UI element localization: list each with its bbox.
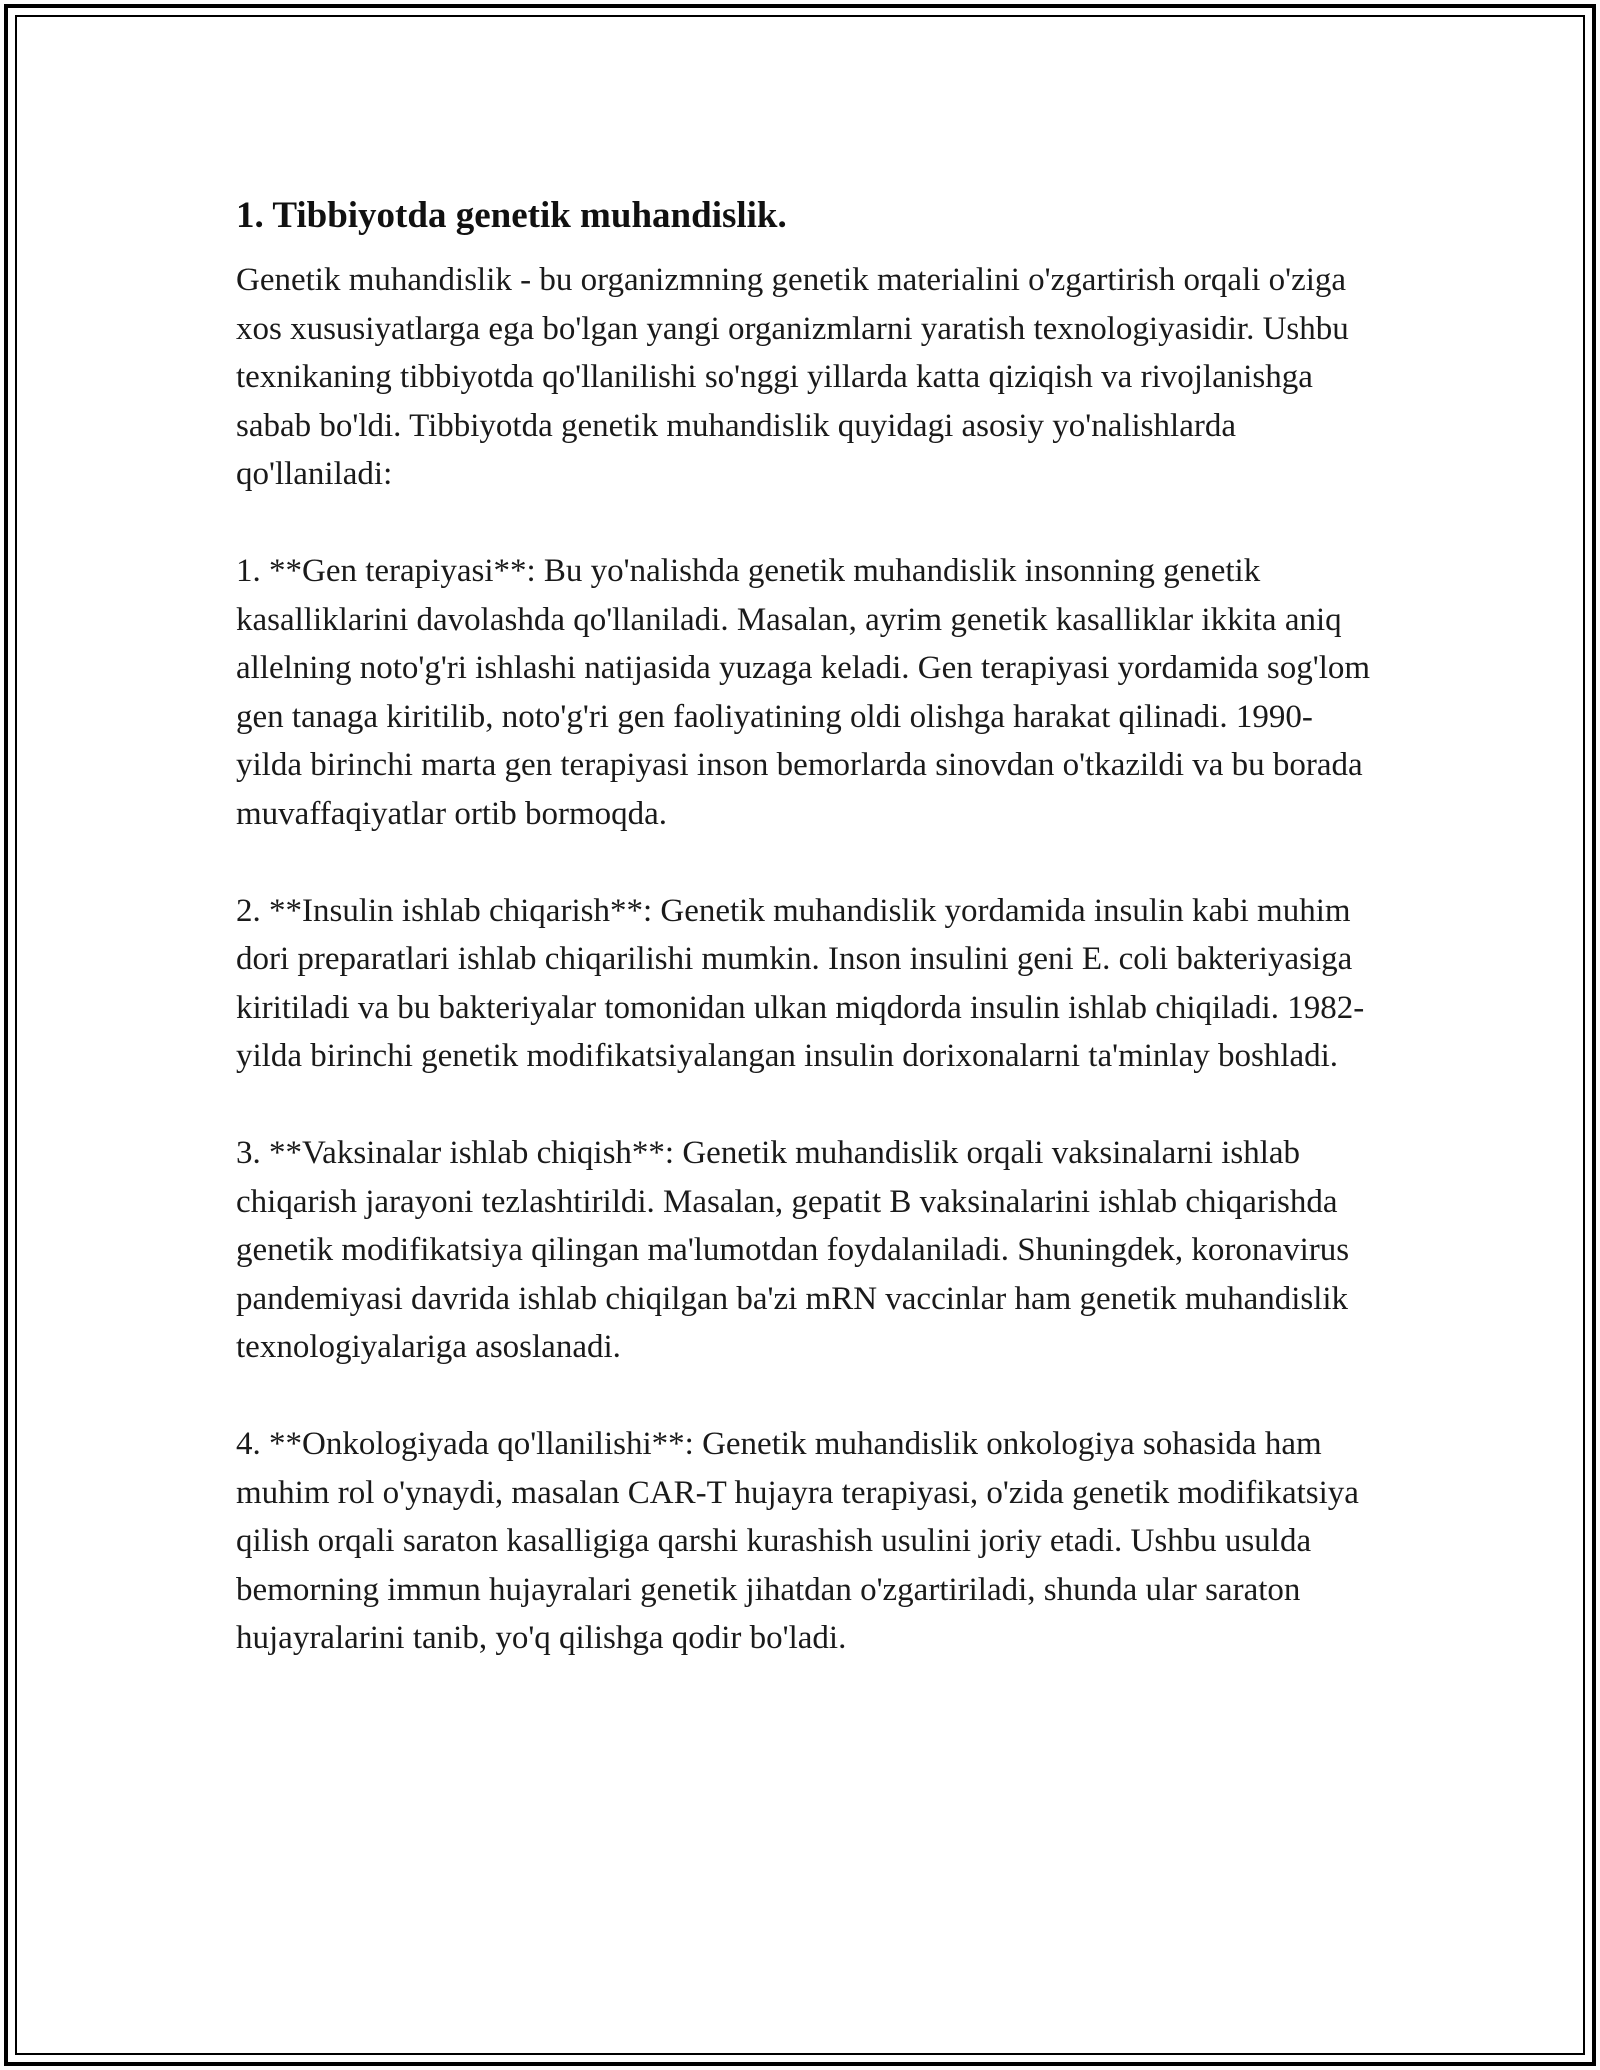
insulin-paragraph: 2. **Insulin ishlab chiqarish**: Genetik muhandislik yordamida insulin kabi muhim dori preparatlari ishlab chiqarilishi mumkin. Inson insulini geni E. coli bakteriyasiga kiritiladi va bu bakteriyalar tomonidan ulkan miqdorda insulin ishlab chiqiladi. 1982-yilda birinchi genetik modifikatsiyalangan insulin dorixonalarni ta'minlay boshladi. (236, 892, 1365, 1074)
intro-paragraph: Genetik muhandislik - bu organizmning genetik materialini o'zgartirish orqali o'ziga xos xususiyatlarga ega bo'lgan yangi organizmlarni yaratish texnologiyasidir. Ushbu texnikaning tibbiyotda qo'llanilishi so'nggi yillarda katta qiziqish va rivojlanishga sabab bo'ldi. Tibbiyotda genetik muhandislik quyidagi asosiy yo'nalishlarda qo'llaniladi: (236, 262, 1349, 492)
oncology-paragraph: 4. **Onkologiyada qo'llanilishi**: Genetik muhandislik onkologiya sohasida ham muhim rol o'ynaydi, masalan CAR-T hujayra terapiyasi, o'zida genetik modifikatsiya qilish orqali saraton kasalligiga qarshi kurashish usulini joriy etadi. Ushbu usulda bemorning immun hujayralari genetik jihatdan o'zgartiriladi, shunda ular saraton hujayralarini tanib, yo'q qilishga qodir bo'ladi. (236, 1426, 1359, 1656)
document-body (236, 188, 1376, 1663)
document-title: 1. Tibbiyotda genetik muhandislik. (236, 195, 787, 236)
vaccines-paragraph: 3. **Vaksinalar ishlab chiqish**: Genetik muhandislik orqali vaksinalarni ishlab chiqarish jarayoni tezlashtirildi. Masalan, gepatit B vaksinalarini ishlab chiqarishda genetik modifikatsiya qilingan ma'lumotdan foydalaniladi. Shuningdek, koronavirus pandemiyasi davrida ishlab chiqilgan ba'zi mRN vaccinlar ham genetik muhandislik texnologiyalariga asoslanadi. (236, 1135, 1350, 1365)
gene-therapy-paragraph: 1. **Gen terapiyasi**: Bu yo'nalishda genetik muhandislik insonning genetik kasalliklarini davolashda qo'llaniladi. Masalan, ayrim genetik kasalliklar ikkita aniq allelning noto'g'ri ishlashi natijasida yuzaga keladi. Gen terapiyasi yordamida sog'lom gen tanaga kiritilib, noto'g'ri gen faoliyatining oldi olishga harakat qilinadi. 1990-yilda birinchi marta gen terapiyasi inson bemorlarda sinovdan o'tkazildi va bu borada muvaffaqiyatlar ortib bormoqda. (236, 553, 1371, 832)
